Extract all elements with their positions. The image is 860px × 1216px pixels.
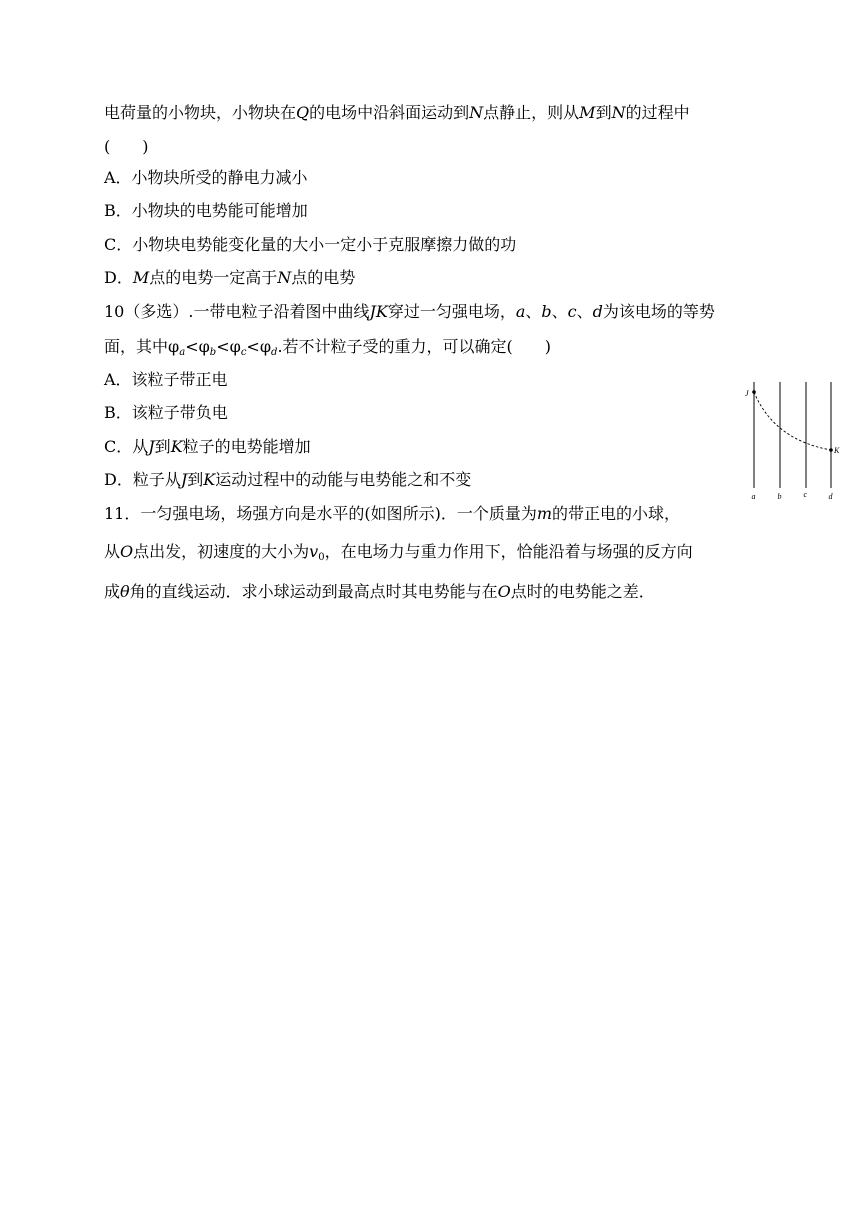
line-label-c: c — [803, 490, 808, 499]
point-k-label: K — [834, 446, 840, 455]
q10-text: 到 — [154, 437, 171, 456]
line-label-a: a — [751, 492, 756, 501]
q10-text: 为该电场的等势 — [602, 302, 715, 321]
q10-text: 到 — [187, 470, 204, 489]
q11-text: 点时的电势能之差． — [510, 582, 655, 601]
q10-text: 穿过一匀强电场， — [387, 302, 516, 321]
q10-subscript: a — [179, 347, 186, 358]
q9-stem-line1 — [104, 103, 690, 123]
q9-option-d — [104, 268, 355, 288]
q10-text: <φ — [216, 337, 241, 356]
point-j-dot — [752, 390, 756, 394]
q10-var-j: J — [180, 470, 188, 489]
q10-var-k: K — [170, 437, 183, 456]
q10-option-d — [104, 470, 471, 490]
q11-var-v: v — [309, 542, 319, 561]
q10-subscript: b — [209, 347, 217, 358]
q10-text: 、 — [525, 302, 542, 321]
q10-subscript: d — [271, 347, 278, 358]
q10-stem-line2 — [104, 337, 551, 357]
q9-var-n: N — [469, 103, 484, 122]
q9-text: 的过程中 — [625, 103, 690, 122]
q10-text: 、 — [551, 302, 568, 321]
q9-var-m: M — [132, 268, 150, 287]
line-label-d: d — [828, 492, 833, 501]
q11-text: 成 — [104, 582, 121, 601]
q10-text: 10（多选）.一带电粒子沿着图中曲线 — [104, 302, 370, 321]
q9-text: 点的电势一定高于 — [149, 268, 278, 287]
q10-option-b: B．该粒子带负电 — [104, 403, 228, 422]
q10-text: 面，其中φ — [104, 337, 180, 356]
q10-var: c — [567, 302, 577, 321]
q10-option-a: A．该粒子带正电 — [104, 370, 228, 389]
q11-text: 从 — [104, 542, 121, 561]
q9-option-c: C．小物块电势能变化量的大小一定小于克服摩擦力做的功 — [104, 235, 517, 254]
q9-text: 点静止，则从 — [483, 103, 580, 122]
q11-text: 点出发，初速度的大小为 — [133, 542, 310, 561]
q11-stem-line3 — [104, 582, 655, 602]
q10-stem-line1 — [104, 302, 715, 322]
q9-text: 到 — [595, 103, 612, 122]
q10-text: 粒子的电势能增加 — [182, 437, 311, 456]
q10-var-jk: JK — [369, 302, 388, 321]
point-j-label: J — [745, 389, 749, 398]
q10-var: b — [541, 302, 552, 321]
q9-option-b: B．小物块的电势能可能增加 — [104, 201, 308, 220]
q9-var-m: M — [579, 103, 596, 122]
q9-text: D． — [104, 268, 133, 287]
q10-text: 、 — [576, 302, 593, 321]
q10-text: 运动过程中的动能与电势能之和不变 — [215, 470, 472, 489]
q11-stem-line2 — [104, 542, 693, 562]
q11-var-theta: θ — [120, 582, 130, 601]
q10-var: d — [592, 302, 603, 321]
trajectory-curve — [754, 392, 831, 450]
q11-text: ，在电场力与重力作用下，恰能沿着与场强的反方向 — [324, 542, 693, 561]
equipotential-figure — [742, 378, 844, 504]
q9-text: 的电场中沿斜面运动到 — [309, 103, 470, 122]
q9-text: 电荷量的小物块，小物块在 — [104, 103, 297, 122]
q11-subscript: 0 — [318, 552, 325, 563]
q10-text: C．从 — [104, 437, 149, 456]
q11-text: 11．一匀强电场，场强方向是水平的(如图所示)．一个质量为 — [104, 504, 537, 523]
q10-var: a — [515, 302, 526, 321]
q10-var-k: K — [203, 470, 216, 489]
q9-var-n: N — [277, 268, 292, 287]
q11-text: 角的直线运动．求小球运动到最高点时其电势能与在 — [129, 582, 498, 601]
q9-option-a: A．小物块所受的静电力减小 — [104, 168, 308, 187]
q9-text: 点的电势 — [291, 268, 356, 287]
q10-text: D．粒子从 — [104, 470, 181, 489]
q10-subscript: c — [240, 347, 247, 358]
q10-var-j: J — [148, 437, 155, 456]
q9-var-n: N — [611, 103, 626, 122]
q10-text: <φ — [185, 337, 210, 356]
q11-stem-line1 — [104, 504, 680, 524]
line-label-b: b — [777, 492, 782, 501]
q9-var-q: Q — [296, 103, 310, 122]
q11-var-m: m — [536, 504, 553, 523]
q11-text: 的带正电的小球， — [552, 504, 681, 523]
q11-var-o: O — [497, 582, 511, 601]
q11-var-o: O — [120, 542, 134, 561]
q10-text: .若不计粒子受的重力，可以确定( ) — [277, 337, 552, 356]
point-k-dot — [829, 448, 833, 452]
q10-option-c — [104, 437, 311, 457]
q9-answer-blank: ( ) — [104, 137, 149, 156]
q10-text: <φ — [246, 337, 272, 356]
